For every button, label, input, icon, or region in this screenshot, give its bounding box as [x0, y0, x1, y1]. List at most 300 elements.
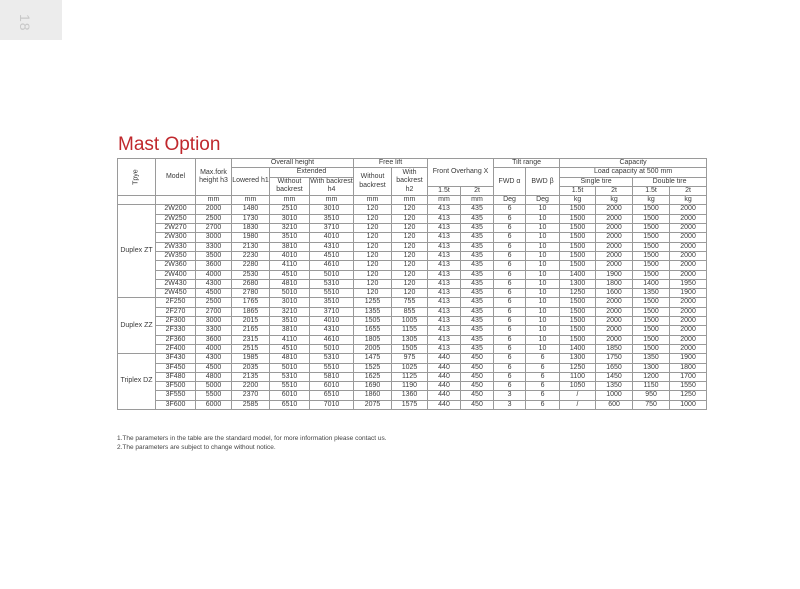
table-cell: 440 [428, 391, 461, 400]
table-cell: 120 [392, 242, 428, 251]
table-cell: 855 [392, 307, 428, 316]
model-cell: 2W270 [156, 224, 196, 233]
table-cell: 440 [428, 382, 461, 391]
table-cell: 1500 [633, 270, 670, 279]
table-cell: 413 [428, 242, 461, 251]
unit-cell: mm [354, 196, 392, 205]
table-cell: 1400 [560, 270, 596, 279]
table-cell: 1400 [633, 279, 670, 288]
table-cell: 2000 [596, 205, 633, 214]
table-cell: 10 [526, 317, 560, 326]
table-cell: 4810 [270, 279, 310, 288]
table-cell: 413 [428, 270, 461, 279]
unit-cell: kg [596, 196, 633, 205]
unit-cell: mm [392, 196, 428, 205]
table-cell: 1300 [560, 279, 596, 288]
table-cell: 10 [526, 307, 560, 316]
header-fwd: FWD α [494, 168, 526, 196]
header-load-capacity: Load capacity at 500 mm [560, 168, 707, 177]
table-cell: 1250 [560, 289, 596, 298]
table-cell: 120 [354, 270, 392, 279]
model-cell: 2W250 [156, 214, 196, 223]
table-cell: 6 [526, 382, 560, 391]
table-cell: 413 [428, 307, 461, 316]
table-cell: 435 [461, 279, 494, 288]
unit-cell: mm [232, 196, 270, 205]
table-cell: 5510 [310, 363, 354, 372]
table-cell: 2000 [596, 261, 633, 270]
table-row [118, 289, 707, 298]
header-single-tire: Single tire [560, 177, 633, 186]
footnote-2: 2.The parameters are subject to change without notice. [117, 444, 276, 451]
table-cell: 2000 [596, 307, 633, 316]
header-max-fork-height: Max.fork height h3 [196, 159, 232, 196]
table-cell: 435 [461, 205, 494, 214]
table-cell: 4010 [310, 317, 354, 326]
table-cell: 1865 [232, 307, 270, 316]
table-cell: 1150 [633, 382, 670, 391]
table-cell: 1900 [670, 289, 707, 298]
table-cell: 6 [494, 233, 526, 242]
table-cell: 4610 [310, 335, 354, 344]
mast-type-cell: Duplex ZZ [118, 298, 156, 354]
table-cell: 6 [494, 307, 526, 316]
table-cell: 10 [526, 289, 560, 298]
table-cell: 6 [494, 289, 526, 298]
table-cell: 1750 [596, 354, 633, 363]
table-row [118, 317, 707, 326]
table-cell: 413 [428, 214, 461, 223]
table-cell: 7010 [310, 400, 354, 409]
table-cell: 1500 [633, 242, 670, 251]
header-bwd: BWD β [526, 168, 560, 196]
table-cell: 413 [428, 261, 461, 270]
table-cell: 10 [526, 261, 560, 270]
table-cell: 5310 [270, 372, 310, 381]
table-cell: 1255 [354, 298, 392, 307]
model-cell: 2W300 [156, 233, 196, 242]
table-cell: 4500 [196, 363, 232, 372]
table-row [118, 400, 707, 409]
table-header [118, 159, 707, 205]
table-cell: 1500 [560, 298, 596, 307]
table-cell: 440 [428, 354, 461, 363]
table-cell: 413 [428, 298, 461, 307]
table-cell: 1550 [670, 382, 707, 391]
table-cell: 3510 [310, 214, 354, 223]
table-cell: 4510 [310, 251, 354, 260]
table-cell: 2135 [232, 372, 270, 381]
table-cell: 2000 [670, 261, 707, 270]
table-cell: 5010 [270, 289, 310, 298]
table-cell: 435 [461, 298, 494, 307]
table-cell: 2780 [232, 289, 270, 298]
table-cell: 2165 [232, 326, 270, 335]
table-cell: 1300 [560, 354, 596, 363]
header-double-1-5t: 1.5t [633, 186, 670, 195]
table-cell: 1625 [354, 372, 392, 381]
table-cell: 120 [392, 224, 428, 233]
table-cell: 6 [494, 317, 526, 326]
table-row [118, 270, 707, 279]
table-cell: 6 [494, 251, 526, 260]
table-cell: 2000 [596, 224, 633, 233]
table-cell: 2000 [670, 214, 707, 223]
header-free-with-backrest: With backrest h2 [392, 168, 428, 196]
table-cell: 3710 [310, 307, 354, 316]
table-cell: 120 [354, 242, 392, 251]
table-cell: 413 [428, 279, 461, 288]
table-cell: 435 [461, 251, 494, 260]
table-cell: 1350 [633, 354, 670, 363]
model-cell: 3F600 [156, 400, 196, 409]
table-cell: 1000 [670, 400, 707, 409]
table-cell: 450 [461, 354, 494, 363]
table-cell: 1765 [232, 298, 270, 307]
table-row [118, 205, 707, 214]
table-cell: 4300 [196, 279, 232, 288]
footnotes [117, 434, 387, 452]
table-row [118, 344, 707, 353]
unit-type [118, 196, 156, 205]
table-cell: 120 [354, 224, 392, 233]
header-with-backrest-h4: With backrest h4 [310, 177, 354, 196]
table-row [118, 298, 707, 307]
model-cell: 3F500 [156, 382, 196, 391]
unit-cell: mm [310, 196, 354, 205]
table-cell: 2000 [670, 307, 707, 316]
table-cell: 1500 [560, 261, 596, 270]
table-cell: 1250 [670, 391, 707, 400]
table-cell: 2000 [196, 205, 232, 214]
table-cell: 3300 [196, 242, 232, 251]
table-cell: 1700 [670, 372, 707, 381]
table-cell: 1050 [560, 382, 596, 391]
table-cell: 1200 [633, 372, 670, 381]
table-cell: 1005 [392, 317, 428, 326]
table-cell: 450 [461, 400, 494, 409]
table-cell: 6 [494, 363, 526, 372]
table-cell: 3010 [270, 214, 310, 223]
table-cell: 120 [354, 251, 392, 260]
table-row [118, 326, 707, 335]
table-cell: 950 [633, 391, 670, 400]
table-cell: 3 [494, 391, 526, 400]
table-cell: 1500 [560, 251, 596, 260]
table-cell: 6000 [196, 400, 232, 409]
table-cell: 2000 [670, 335, 707, 344]
table-cell: 3000 [196, 317, 232, 326]
table-cell: 1300 [633, 363, 670, 372]
header-tilt-range: Tilt range [494, 159, 560, 168]
table-row [118, 354, 707, 363]
table-cell: 1830 [232, 224, 270, 233]
table-cell: 750 [633, 400, 670, 409]
table-cell: 3500 [196, 251, 232, 260]
table-cell: 10 [526, 214, 560, 223]
table-cell: 2370 [232, 391, 270, 400]
header-double-tire: Double tire [633, 177, 707, 186]
table-cell: 2000 [596, 317, 633, 326]
table-cell: 1500 [633, 326, 670, 335]
table-row [118, 214, 707, 223]
header-free-lift: Free lift [354, 159, 428, 168]
table-cell: 440 [428, 400, 461, 409]
table-cell: 2005 [354, 344, 392, 353]
table-cell: 1980 [232, 233, 270, 242]
table-cell: 2280 [232, 261, 270, 270]
model-cell: 2W200 [156, 205, 196, 214]
table-cell: 3210 [270, 224, 310, 233]
page-number: 18 [17, 14, 33, 32]
table-cell: 435 [461, 317, 494, 326]
header-overhang-2t: 2t [461, 186, 494, 195]
table-cell: 2700 [196, 307, 232, 316]
mast-type-cell: Duplex ZT [118, 205, 156, 298]
table-cell: 435 [461, 307, 494, 316]
table-cell: 2000 [596, 298, 633, 307]
table-cell: 3600 [196, 335, 232, 344]
model-cell: 2W360 [156, 261, 196, 270]
unit-cell: mm [461, 196, 494, 205]
header-extended: Extended [270, 168, 354, 177]
table-cell: 1730 [232, 214, 270, 223]
table-row [118, 335, 707, 344]
header-front-overhang: Front Overhang X [428, 159, 494, 187]
table-cell: 1500 [560, 205, 596, 214]
table-cell: 4500 [196, 289, 232, 298]
table-cell: 1850 [596, 344, 633, 353]
table-cell: 5310 [310, 279, 354, 288]
table-cell: 5510 [310, 289, 354, 298]
table-cell: 435 [461, 224, 494, 233]
table-cell: 4610 [310, 261, 354, 270]
table-cell: 1650 [596, 363, 633, 372]
table-row [118, 372, 707, 381]
table-cell: 1900 [670, 354, 707, 363]
table-cell: 1155 [392, 326, 428, 335]
table-cell: 4000 [196, 344, 232, 353]
table-cell: 1985 [232, 354, 270, 363]
unit-cell [156, 196, 196, 205]
table-cell: 1305 [392, 335, 428, 344]
table-cell: 5010 [310, 344, 354, 353]
table-cell: 2510 [270, 205, 310, 214]
model-cell: 2F400 [156, 344, 196, 353]
table-cell: 6510 [310, 391, 354, 400]
table-cell: 6010 [270, 391, 310, 400]
table-row [118, 242, 707, 251]
table-cell: 413 [428, 205, 461, 214]
table-cell: 10 [526, 298, 560, 307]
table-cell: 435 [461, 326, 494, 335]
unit-cell: mm [428, 196, 461, 205]
table-cell: 6 [494, 270, 526, 279]
table-cell: 10 [526, 242, 560, 251]
table-cell: 3 [494, 400, 526, 409]
table-cell: 1000 [596, 391, 633, 400]
table-cell: 1500 [633, 317, 670, 326]
unit-cell: Deg [494, 196, 526, 205]
table-cell: 2000 [596, 233, 633, 242]
table-cell: 120 [392, 214, 428, 223]
header-type: Tpye [118, 159, 156, 196]
table-cell: 120 [392, 270, 428, 279]
table-cell: 1655 [354, 326, 392, 335]
model-cell: 3F430 [156, 354, 196, 363]
table-cell: 1250 [560, 363, 596, 372]
table-cell: 435 [461, 242, 494, 251]
table-cell: 450 [461, 363, 494, 372]
table-cell: 3710 [310, 224, 354, 233]
table-cell: 5010 [310, 270, 354, 279]
table-cell: 5500 [196, 391, 232, 400]
table-cell: 6 [494, 242, 526, 251]
table-cell: 2000 [596, 326, 633, 335]
table-cell: 3210 [270, 307, 310, 316]
table-cell: 6 [494, 261, 526, 270]
table-cell: 1355 [354, 307, 392, 316]
table-cell: 413 [428, 335, 461, 344]
table-cell: 1500 [633, 298, 670, 307]
units-row [118, 196, 707, 205]
table-cell: 440 [428, 363, 461, 372]
table-cell: 2000 [670, 224, 707, 233]
table-cell: 6 [526, 363, 560, 372]
table-cell: 1500 [633, 205, 670, 214]
table-cell: 1900 [596, 270, 633, 279]
table-cell: 3810 [270, 242, 310, 251]
table-cell: 1350 [596, 382, 633, 391]
table-cell: 2230 [232, 251, 270, 260]
model-cell: 3F450 [156, 363, 196, 372]
table-cell: 1500 [633, 344, 670, 353]
table-cell: 120 [354, 214, 392, 223]
table-row [118, 307, 707, 316]
table-cell: 1690 [354, 382, 392, 391]
table-cell: 2585 [232, 400, 270, 409]
table-cell: 3010 [270, 298, 310, 307]
table-cell: 2000 [670, 326, 707, 335]
table-cell: 2000 [670, 344, 707, 353]
table-cell: 120 [354, 261, 392, 270]
table-cell: 1500 [560, 214, 596, 223]
table-cell: 4310 [310, 326, 354, 335]
table-cell: 2000 [596, 335, 633, 344]
table-cell: 4800 [196, 372, 232, 381]
table-cell: 5810 [310, 372, 354, 381]
header-free-without-backrest: Without backrest [354, 168, 392, 196]
table-cell: 10 [526, 224, 560, 233]
table-cell: 1500 [633, 224, 670, 233]
table-cell: 413 [428, 289, 461, 298]
table-cell: 1505 [354, 317, 392, 326]
table-cell: 120 [354, 233, 392, 242]
table-cell: 4510 [270, 344, 310, 353]
table-cell: 1480 [232, 205, 270, 214]
table-cell: 10 [526, 335, 560, 344]
mast-type-cell: Triplex DZ [118, 354, 156, 410]
table-cell: 1575 [392, 400, 428, 409]
table-cell: 1400 [560, 344, 596, 353]
table-cell: 6 [494, 382, 526, 391]
table-cell: 2500 [196, 298, 232, 307]
table-cell: 6 [526, 391, 560, 400]
table-cell: 413 [428, 326, 461, 335]
unit-cell: kg [633, 196, 670, 205]
table-cell: 3510 [270, 233, 310, 242]
table-cell: 1500 [633, 233, 670, 242]
table-cell: 3510 [310, 298, 354, 307]
table-row [118, 279, 707, 288]
table-cell: 2015 [232, 317, 270, 326]
table-cell: 600 [596, 400, 633, 409]
table-cell: 755 [392, 298, 428, 307]
table-cell: 440 [428, 372, 461, 381]
table-cell: 2035 [232, 363, 270, 372]
table-cell: 120 [354, 205, 392, 214]
table-cell: 1360 [392, 391, 428, 400]
table-cell: 6 [526, 400, 560, 409]
table-cell: 5010 [270, 363, 310, 372]
table-cell: 4300 [196, 354, 232, 363]
table-cell: 1500 [560, 233, 596, 242]
table-cell: 120 [354, 279, 392, 288]
unit-cell: kg [670, 196, 707, 205]
table-cell: 5510 [270, 382, 310, 391]
table-cell: 120 [392, 205, 428, 214]
table-cell: 120 [392, 279, 428, 288]
table-cell: 1505 [392, 344, 428, 353]
table-cell: 413 [428, 224, 461, 233]
table-cell: 6 [494, 344, 526, 353]
table-cell: 2000 [670, 270, 707, 279]
table-row [118, 233, 707, 242]
model-cell: 2W400 [156, 270, 196, 279]
table-cell: 3510 [270, 317, 310, 326]
mast-option-table [117, 158, 707, 410]
table-cell: 6 [494, 279, 526, 288]
table-cell: 2200 [232, 382, 270, 391]
header-double-2t: 2t [670, 186, 707, 195]
table-cell: 2515 [232, 344, 270, 353]
table-cell: 4110 [270, 335, 310, 344]
model-cell: 2F300 [156, 317, 196, 326]
table-cell: 1500 [633, 261, 670, 270]
header-model: Model [156, 159, 196, 196]
table-cell: 1860 [354, 391, 392, 400]
table-cell: 6 [494, 298, 526, 307]
table-cell: 10 [526, 279, 560, 288]
table-cell: 413 [428, 317, 461, 326]
footnote-1: 1.The parameters in the table are the standard model, for more information please contact us. [117, 435, 387, 442]
unit-cell: kg [560, 196, 596, 205]
table-cell: 1125 [392, 372, 428, 381]
table-row [118, 391, 707, 400]
table-cell: 1800 [670, 363, 707, 372]
table-cell: 6 [526, 354, 560, 363]
table-cell: 6 [494, 335, 526, 344]
table-cell: 6 [526, 372, 560, 381]
table-cell: 1600 [596, 289, 633, 298]
table-cell: 6 [494, 214, 526, 223]
table-cell: 1450 [596, 372, 633, 381]
table-cell: 120 [392, 261, 428, 270]
table-cell: 4110 [270, 261, 310, 270]
table-cell: 1190 [392, 382, 428, 391]
header-single-2t: 2t [596, 186, 633, 195]
table-cell: 10 [526, 233, 560, 242]
